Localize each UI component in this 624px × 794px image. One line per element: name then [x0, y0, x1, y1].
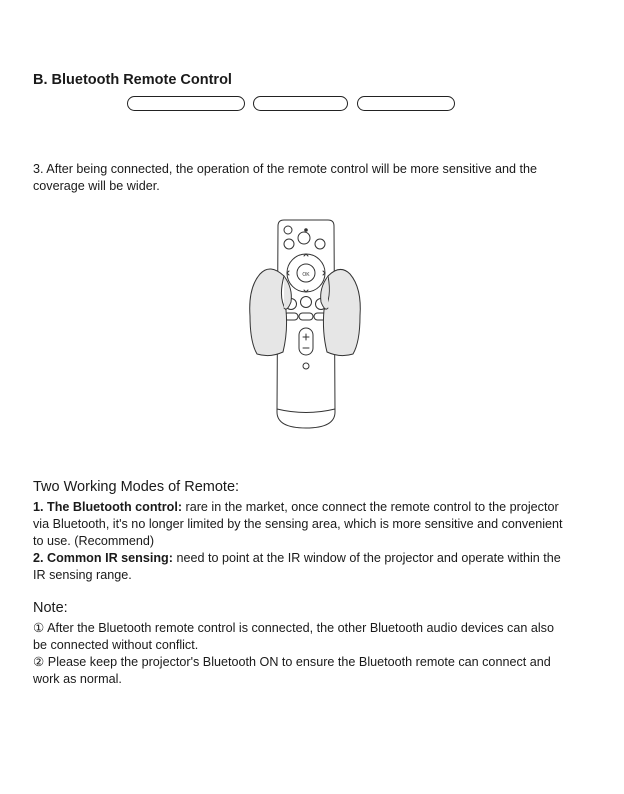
note-2-line-2: work as normal. [33, 672, 122, 686]
bt-line-3: to use. (Recommend) [33, 534, 155, 548]
note-1-line-2: be connected without conflict. [33, 638, 199, 652]
bt-line-1 [33, 499, 613, 516]
ir-line-1 [33, 550, 613, 567]
remote-hands-illustration [240, 216, 370, 436]
blank-field-2 [253, 96, 348, 111]
blank-field-1 [127, 96, 245, 111]
ok-button-label: OK [302, 272, 310, 278]
modes-paragraph [33, 499, 613, 584]
bt-text-1: rare in the market, once connect the remote control to the projector [182, 500, 559, 514]
blank-field-3 [357, 96, 455, 111]
note-2-line-1: ② Please keep the projector's Bluetooth ON to ensure the Bluetooth remote can connect and [33, 655, 551, 669]
modes-heading: Two Working Modes of Remote: [33, 479, 240, 495]
intro-paragraph [33, 161, 593, 195]
ir-text-1: need to point at the IR window of the projector and operate within the [172, 551, 561, 565]
section-title: B. Bluetooth Remote Control [33, 72, 232, 88]
intro-line-1: 3. After being connected, the operation of the remote control will be more sensitive and the [33, 162, 538, 176]
note-paragraph [33, 620, 613, 688]
ir-label: 2. Common IR sensing: [33, 551, 173, 565]
intro-line-2: coverage will be wider. [33, 179, 160, 193]
ir-line-2: IR sensing range. [33, 568, 132, 582]
bt-line-2: via Bluetooth, it's no longer limited by the sensing area, which is more sensitive and convenient [33, 517, 563, 531]
note-heading: Note: [33, 600, 68, 616]
note-1-line-1: ① After the Bluetooth remote control is connected, the other Bluetooth audio devices can also [33, 621, 554, 635]
bt-label: 1. The Bluetooth control: [33, 500, 183, 514]
